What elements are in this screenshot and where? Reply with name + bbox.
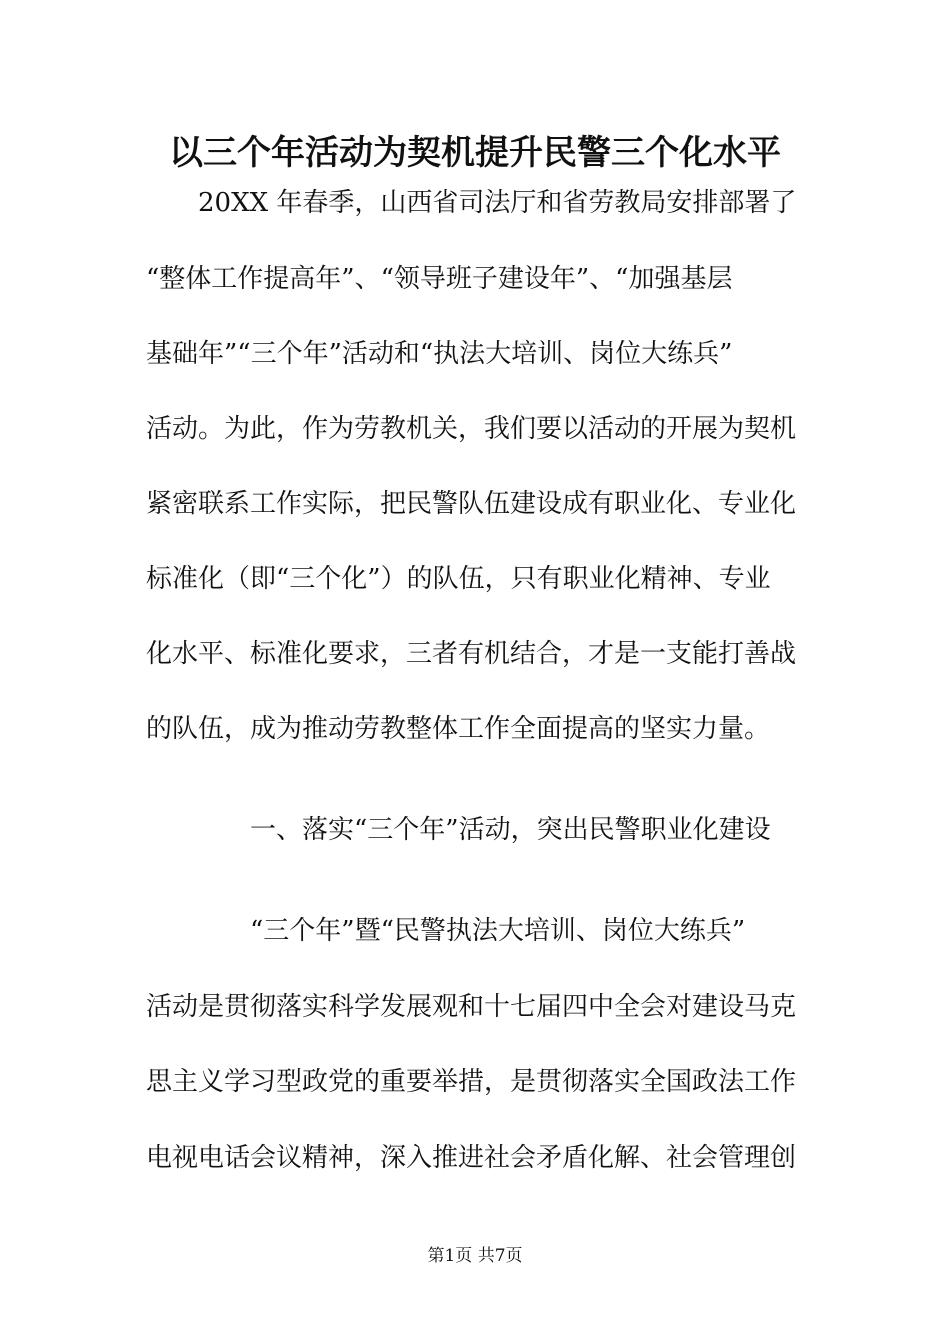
text-line: 紧密联系工作实际，把民警队伍建设成有职业化、专业化 <box>146 489 797 519</box>
page-footer: 第1页 共7页 <box>427 1246 523 1266</box>
text-line: 基础年”“三个年”活动和“执法大培训、岗位大练兵” <box>146 339 733 369</box>
text-line: 思主义学习型政党的重要举措，是贯彻落实全国政法工作 <box>146 1067 797 1097</box>
text-line: 标准化（即“三个化”）的队伍，只有职业化精神、专业 <box>146 564 771 594</box>
text-line: 活动是贯彻落实科学发展观和十七届四中全会对建设马克 <box>146 992 797 1022</box>
text-line: 活动。为此，作为劳教机关，我们要以活动的开展为契机 <box>146 414 797 444</box>
text-line: 电视电话会议精神，深入推进社会矛盾化解、社会管理创 <box>146 1143 797 1173</box>
text-line: 的队伍，成为推动劳教整体工作全面提高的坚实力量。 <box>146 714 771 744</box>
text-line: 化水平、标准化要求，三者有机结合，才是一支能打善战 <box>146 639 797 669</box>
page-title: 以三个年活动为契机提升民警三个化水平 <box>169 133 781 173</box>
text-line: “三个年”暨“民警执法大培训、岗位大练兵” <box>146 916 746 946</box>
text-line: “整体工作提高年”、“领导班子建设年”、“加强基层 <box>146 264 733 294</box>
text-line: 20XX 年春季，山西省司法厅和省劳教局安排部署了 <box>146 188 797 218</box>
text-line: 一、落实“三个年”活动，突出民警职业化建设 <box>146 815 771 845</box>
